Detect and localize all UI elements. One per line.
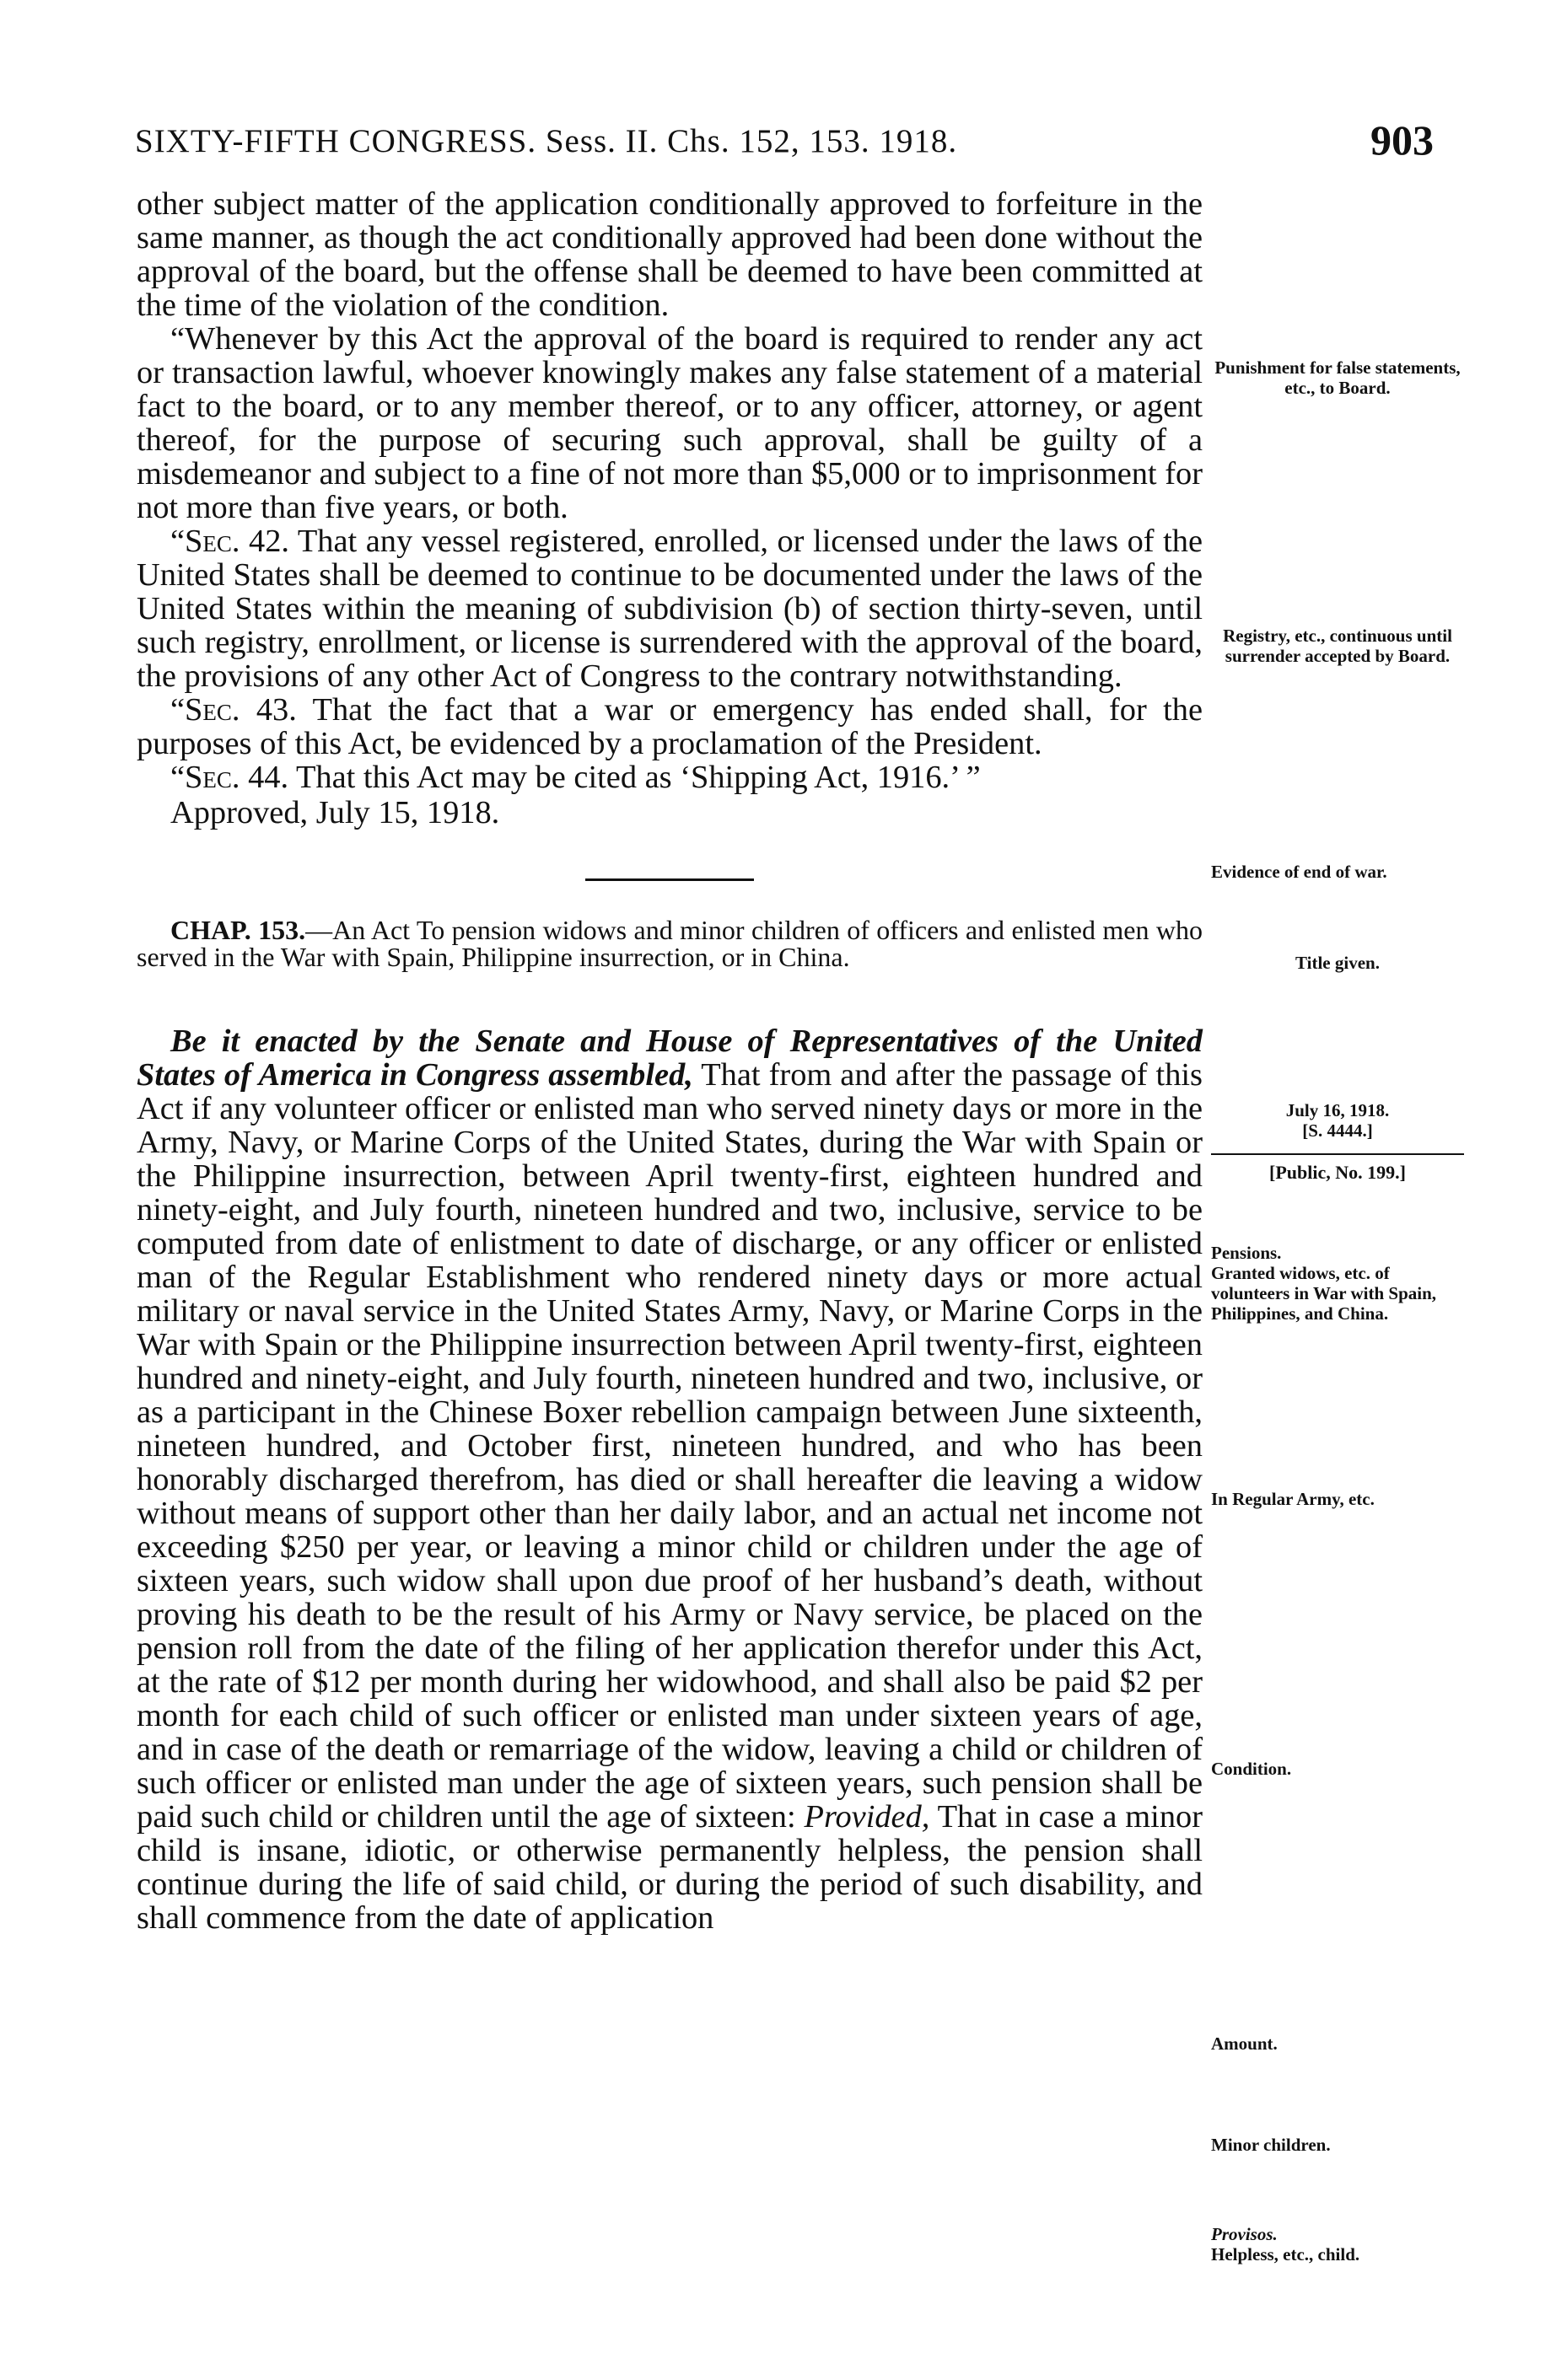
- margin-note-minor-children: Minor children.: [1211, 2135, 1331, 2155]
- margin-note-helpless: Helpless, etc., child.: [1211, 2244, 1360, 2264]
- section-divider: [585, 878, 754, 881]
- page-number: 903: [1370, 116, 1434, 164]
- proviso-word: Provided,: [804, 1799, 930, 1835]
- margin-note-evidence: Evidence of end of war.: [1211, 862, 1387, 882]
- section-42-label: “Sec. 42.: [170, 524, 290, 559]
- enacting-paragraph: [137, 1024, 1203, 1935]
- running-head: SIXTY-FIFTH CONGRESS. Sess. II. Chs. 152, 153. 1918.: [135, 123, 958, 159]
- false-statement-paragraph: “Whenever by this Act the approval of the board is required to render any act or transaction lawful, whoever knowingly makes any false statement of a material fact to the board, or to any member thereof, or to any officer, attorney, or agent thereof, for the purpose of securing such approval, shall be guilty of a misdemeanor and subject to a fine of not more than $5,000 or to imprisonment for not more than five years, or both.: [137, 321, 1203, 525]
- section-43-label: “Sec. 43.: [170, 692, 297, 728]
- section-43: [137, 693, 1203, 760]
- section-44-text: That this Act may be cited as ‘Shipping Act, 1916.’ ”: [295, 760, 981, 795]
- section-43-text: That the fact that a war or emergency has ended shall, for the purposes of this Act, be evidenced by a proclamation of the President.: [137, 692, 1203, 761]
- margin-note-regular-army: In Regular Army, etc.: [1211, 1489, 1375, 1509]
- margin-note-public-law: [Public, No. 199.]: [1211, 1153, 1464, 1184]
- margin-note-condition: Condition.: [1211, 1759, 1292, 1779]
- chapter-label: CHAP. 153.: [170, 915, 306, 945]
- chapter-title-text: —An Act To pension widows and minor children of officers and enlisted men who served in the War with Spain, Philippine insurrection, or in China.: [137, 915, 1203, 972]
- margin-note-date: July 16, 1918.: [1285, 1100, 1390, 1120]
- margin-note-amount: Amount.: [1211, 2033, 1278, 2054]
- margin-note-bill: [S. 4444.]: [1302, 1120, 1373, 1141]
- enacting-clause: Be it enacted by the Senate and House of Representatives of the United States of America in Congress assembled,: [137, 1023, 1203, 1093]
- margin-note-pensions-head: Pensions.: [1211, 1243, 1282, 1263]
- approval-date: Approved, July 15, 1918.: [170, 795, 500, 830]
- margin-note-title-given: Title given.: [1295, 953, 1380, 973]
- section-44-label: “Sec. 44.: [170, 760, 289, 795]
- chapter-text-main: That from and after the passage of this Act if any volunteer officer or enlisted man who served ninety days or more in the Army, Navy, or Marine Corps of the United States, during the War with Spain or the Philippine insurrection, between April twenty-first, eighteen hundred and ninety-eight, and July fourth, nineteen hundred and two, inclusive, service to be computed from date of enlistment to date of discharge, or any officer or enlisted man of the Regular Establishment who rendered ninety days or more actual military or naval service in the United States Army, Navy, or Marine Corps in the War with Spain or the Philippine insurrection between April twenty-first, eighteen hundred and ninety-eight, and July fourth, nineteen hundred and two, inclusive, or as a participant in the Chinese Boxer rebellion campaign between June sixteenth, nineteen hundred, and October first, nineteen hundred, and who has been honorably discharged therefrom, has died or shall hereafter die leaving a widow without means of support other than her daily labor, and an actual net income not exceeding $250 per year, or leaving a minor child or children under the age of sixteen years, such widow shall upon due proof of her husband’s death, without proving his death to be the result of his Army or Navy service, be placed on the pension roll from the date of the filing of her application therefor under this Act, at the rate of $12 per month during her widowhood, and shall also be paid $2 per month for each child of such officer or enlisted man under sixteen years of age, and in case of the death or remarriage of the widow, leaving a child or children of such officer or enlisted man under the age of sixteen years, such pension shall be paid such child or children until the age of sixteen:: [137, 1057, 1203, 1835]
- section-42: [137, 524, 1203, 693]
- page-header: [135, 116, 1434, 173]
- continued-paragraph: other subject matter of the application conditionally approved to forfeiture in the same manner, as though the act conditionally approved had been done without the approval of the board, but the offense shall be deemed to have been committed at the time of the violation of the condition.: [137, 186, 1203, 323]
- margin-note-provisos: Provisos.: [1211, 2224, 1278, 2244]
- chapter-title: [137, 916, 1203, 970]
- section-44: [137, 760, 1203, 794]
- margin-note-pensions: Granted widows, etc. of volunteers in War with Spain, Philippines, and China.: [1211, 1263, 1437, 1324]
- main-text-column: [137, 187, 1203, 1935]
- section-42-text: That any vessel registered, enrolled, or licensed under the laws of the United States shall be deemed to continue to be documented under the laws of the United States within the meaning of subdivision (b) of section thirty-seven, until such registry, enrollment, or license is surrendered with the approval of the board, the provisions of any other Act of Congress to the contrary notwithstanding.: [137, 524, 1203, 694]
- chapter-text-proviso: That in case a minor child is insane, idiotic, or otherwise permanently helpless, the pension shall continue during the life of said child, or during the period of such disability, and shall commence from the date of application: [137, 1799, 1203, 1936]
- margin-note-registry: Registry, etc., continuous until surrender accepted by Board.: [1223, 626, 1452, 666]
- margin-note-punishment: Punishment for false statements, etc., to Board.: [1214, 357, 1461, 398]
- margin-note-provisos-block: [1211, 2224, 1464, 2264]
